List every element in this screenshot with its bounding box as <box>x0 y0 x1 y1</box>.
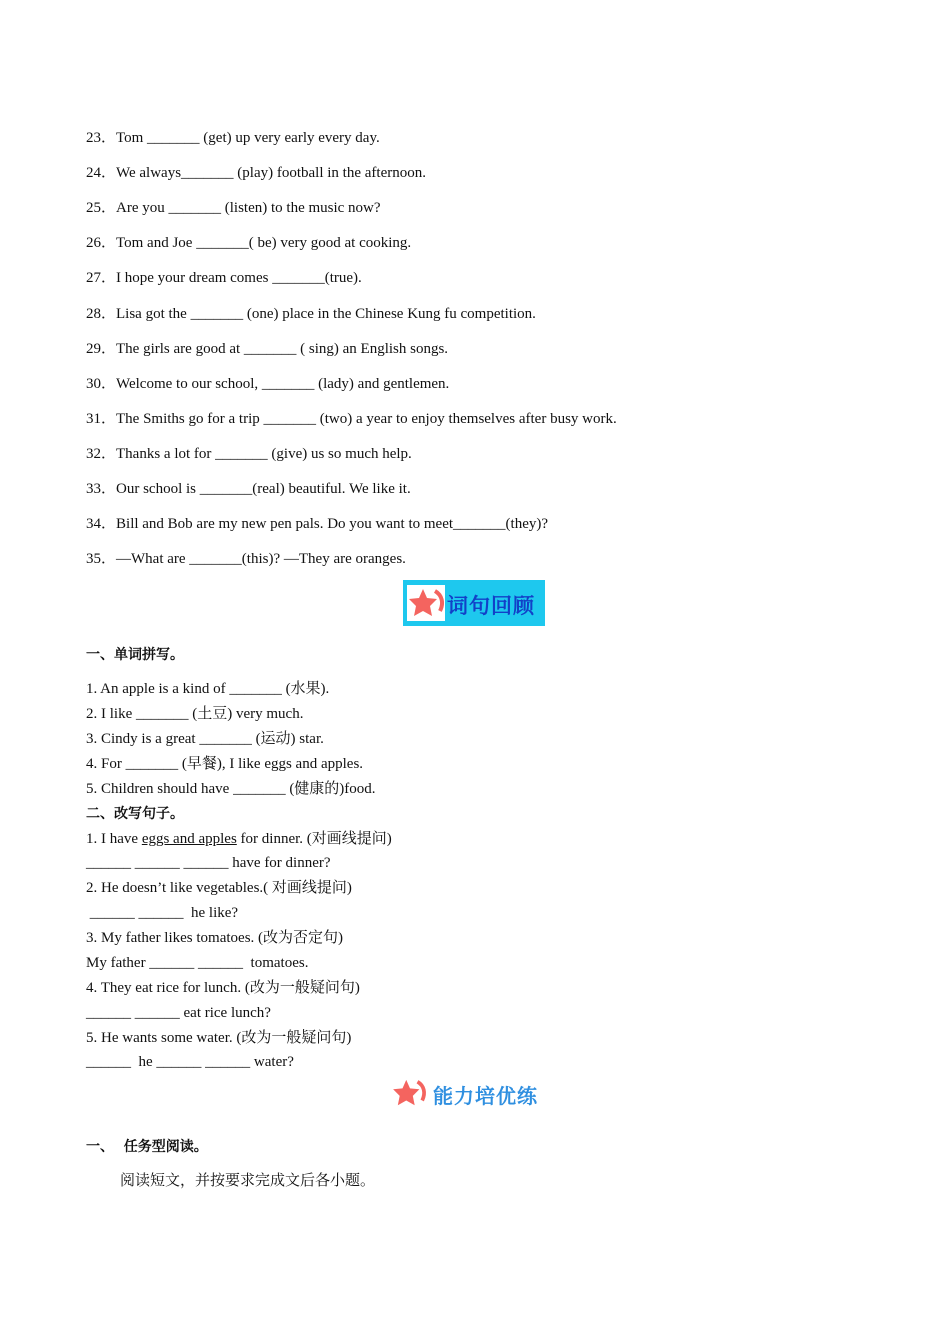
rewrite-answer-3: My father ______ ______ tomatoes. <box>86 955 309 971</box>
exercise-item <box>86 340 448 358</box>
spelling-item: 4. For _______ (早餐), I like eggs and apples. <box>86 756 364 772</box>
spelling-item: 2. I like _______ (土豆) very much. <box>86 706 304 722</box>
exercise-item <box>86 269 362 287</box>
exercise-item <box>86 480 411 498</box>
section-banner-review <box>403 580 545 626</box>
spelling-item: 1. An apple is a kind of _______ (水果). <box>86 681 330 697</box>
exercise-text: Lisa got the _______ (one) place in the Chinese Kung fu competition. <box>116 306 536 322</box>
star-icon <box>409 587 445 619</box>
exercise-text: We always_______ (play) football in the afternoon. <box>116 165 426 181</box>
banner-ability-label: 能力培优练 <box>433 1084 538 1108</box>
exercise-text: The Smiths go for a trip _______ (two) a year to enjoy themselves after busy work. <box>116 411 617 427</box>
exercise-text: Tom _______ (get) up very early every day. <box>116 130 380 146</box>
exercise-item <box>86 445 412 463</box>
rewrite-question-1 <box>86 830 392 848</box>
exercise-item <box>86 199 381 217</box>
exercise-text: Tom and Joe _______( be) very good at cooking. <box>116 235 412 251</box>
exercise-text: Our school is _______(real) beautiful. We like it. <box>116 481 411 497</box>
exercise-number: 35． <box>86 551 117 567</box>
rewrite-question-3: 3. My father likes tomatoes. (改为否定句) <box>86 930 344 946</box>
exercise-item <box>86 305 536 323</box>
exercise-text: Are you _______ (listen) to the music now? <box>116 200 381 216</box>
rewrite-answer-1: ______ ______ ______ have for dinner? <box>86 855 331 871</box>
rewrite-question-2: 2. He doesn’t like vegetables.( 对画线提问) <box>86 880 352 896</box>
exercise-item <box>86 550 406 568</box>
q1-underlined-text: eggs and apples <box>141 831 237 847</box>
exercise-item <box>86 375 449 393</box>
exercise-number: 23． <box>86 130 117 146</box>
exercise-item <box>86 129 380 147</box>
exercise-number: 27． <box>86 270 117 286</box>
banner-review-label: 词句回顾 <box>447 594 535 618</box>
exercise-item <box>86 164 426 182</box>
rewrite-answer-2: ______ ______ he like? <box>86 905 239 921</box>
star-icon <box>392 1078 428 1108</box>
exercise-text: I hope your dream comes _______(true). <box>116 270 362 286</box>
spelling-item: 3. Cindy is a great _______ (运动) star. <box>86 731 324 747</box>
exercise-number: 31． <box>86 411 117 427</box>
rewrite-question-5: 5. He wants some water. (改为一般疑问句) <box>86 1030 352 1046</box>
exercise-item <box>86 410 617 428</box>
section2-heading: 二、改写句子。 <box>86 806 184 822</box>
exercise-number: 34． <box>86 516 117 532</box>
exercise-text: Thanks a lot for _______ (give) us so much help. <box>116 446 412 462</box>
q1-text-before: 1. I have <box>86 831 142 847</box>
section-banner-ability <box>390 1076 560 1110</box>
spelling-item: 5. Children should have _______ (健康的)food. <box>86 781 376 797</box>
rewrite-question-4: 4. They eat rice for lunch. (改为一般疑问句) <box>86 980 360 996</box>
reading-instruction: 阅读短文，并按要求完成文后各小题。 <box>120 1173 376 1189</box>
section3-heading: 一、 任务型阅读。 <box>86 1139 208 1155</box>
exercise-number: 29． <box>86 341 117 357</box>
exercise-text: Welcome to our school, _______ (lady) and gentlemen. <box>116 376 450 392</box>
exercise-item <box>86 234 411 252</box>
q1-text-after: for dinner. (对画线提问) <box>236 831 392 847</box>
rewrite-answer-5: ______ he ______ ______ water? <box>86 1054 294 1070</box>
exercise-item <box>86 515 548 533</box>
exercise-text: The girls are good at _______ ( sing) an English songs. <box>116 341 449 357</box>
exercise-number: 30． <box>86 376 117 392</box>
rewrite-answer-4: ______ ______ eat rice lunch? <box>86 1005 271 1021</box>
exercise-number: 24． <box>86 165 117 181</box>
exercise-text: —What are _______(this)? —They are oranges. <box>116 551 406 567</box>
exercise-number: 26． <box>86 235 117 251</box>
exercise-number: 33． <box>86 481 117 497</box>
exercise-number: 28． <box>86 306 117 322</box>
exercise-number: 32． <box>86 446 117 462</box>
exercise-text: Bill and Bob are my new pen pals. Do you want to meet_______(they)? <box>116 516 549 532</box>
exercise-number: 25． <box>86 200 117 216</box>
section1-heading: 一、单词拼写。 <box>86 647 184 663</box>
